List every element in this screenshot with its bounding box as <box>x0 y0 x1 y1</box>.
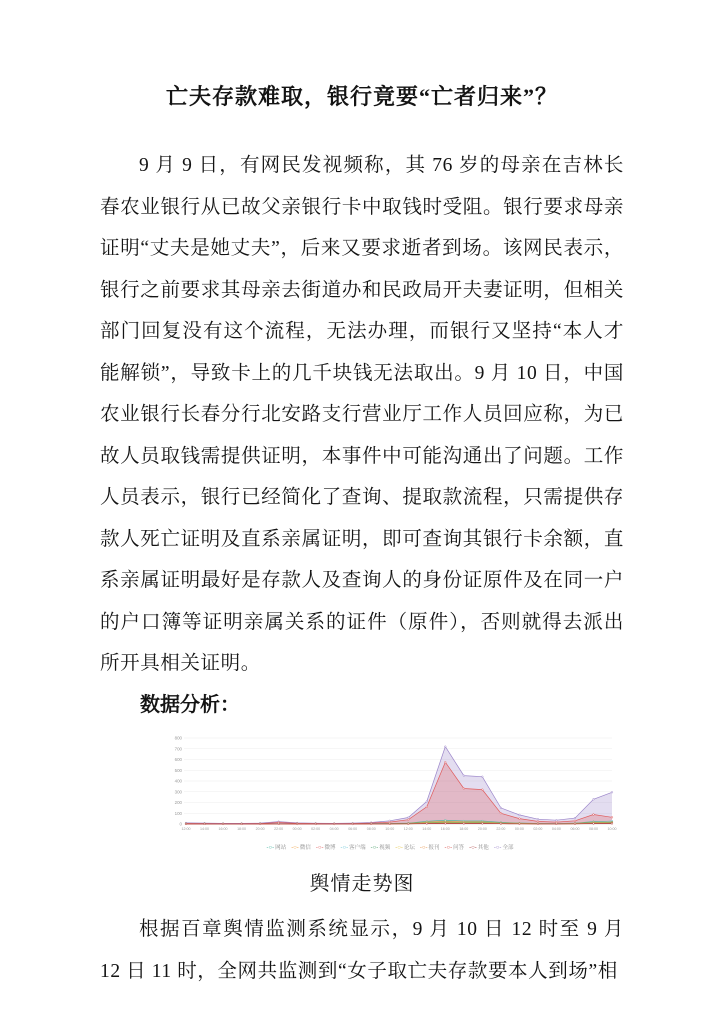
svg-text:08:00: 08:00 <box>588 827 598 831</box>
svg-text:16:00: 16:00 <box>218 827 228 831</box>
legend-label: 其他 <box>477 845 489 851</box>
legend-item[interactable] <box>494 845 514 851</box>
legend-item[interactable] <box>371 845 391 851</box>
trend-chart-svg <box>160 732 620 844</box>
svg-text:02:00: 02:00 <box>311 827 321 831</box>
svg-text:300: 300 <box>174 789 182 795</box>
legend-item[interactable] <box>395 845 415 851</box>
legend-label: 问答 <box>453 845 465 851</box>
svg-text:18:00: 18:00 <box>237 827 247 831</box>
legend-label: 微博 <box>324 845 336 851</box>
svg-text:22:00: 22:00 <box>274 827 284 831</box>
legend-item[interactable] <box>420 845 440 851</box>
svg-text:04:00: 04:00 <box>329 827 339 831</box>
legend-marker-icon: -○- <box>419 845 428 851</box>
svg-text:06:00: 06:00 <box>570 827 580 831</box>
body-paragraph-2: 根据百章舆情监测系统显示，9 月 10 日 12 时至 9 月 12 日 11 时，全网共监测到“女子取亡夫存款要本人到场”相 <box>100 919 624 982</box>
svg-text:500: 500 <box>174 767 182 773</box>
legend-label: 论坛 <box>403 845 415 851</box>
svg-text:200: 200 <box>174 800 182 806</box>
legend-label: 全部 <box>502 845 514 851</box>
legend-marker-icon: -○- <box>493 845 502 851</box>
legend-marker-icon: -○- <box>291 845 299 851</box>
svg-text:00:00: 00:00 <box>514 827 524 831</box>
body-paragraph-1: 9 月 9 日，有网民发视频称，其 76 岁的母亲在吉林长春农业银行从已故父亲银行卡中取钱时受阻。银行要求母亲证明“丈夫是她丈夫”，后来又要求逝者到场。该网民表示，银行之前要求其母亲去街道办和民政局开夫妻证明，但相关部门回复没有这个流程，无法办理，而银行又坚持“本人才能解锁”，导致卡上的几千块钱无法取出。9 月 10 日，中国农业银行长春分行北安路支行营业厅工作人员回应称，为已故人员取钱需提供证明，本事件中可能沟通出了问题。工作人员表示，银行已经简化了查询、提取款流程，只需提供存款人死亡证明及直系亲属证明，即可查询其银行卡余额，直系亲属证明最好是存款人及查询人的身份证原件及在同一户的户口簿等证明亲属关系的证件（原件），否则就得去派出所开具相关证明。 <box>100 155 624 674</box>
legend-marker-icon: -○- <box>444 845 453 851</box>
sentiment-trend-chart <box>160 732 620 851</box>
svg-text:0: 0 <box>179 821 182 827</box>
legend-item[interactable] <box>316 845 336 851</box>
legend-item[interactable] <box>445 845 465 851</box>
svg-text:400: 400 <box>174 778 182 784</box>
legend-item[interactable] <box>291 845 311 851</box>
svg-text:14:00: 14:00 <box>422 827 432 831</box>
svg-text:600: 600 <box>174 757 182 763</box>
svg-text:12:00: 12:00 <box>181 827 191 831</box>
svg-text:12:00: 12:00 <box>403 827 413 831</box>
svg-text:800: 800 <box>174 735 182 741</box>
legend-label: 微信 <box>299 845 311 851</box>
svg-text:08:00: 08:00 <box>366 827 376 831</box>
svg-text:14:00: 14:00 <box>200 827 210 831</box>
legend-marker-icon: -○- <box>395 845 403 851</box>
svg-text:00:00: 00:00 <box>292 827 302 831</box>
svg-text:10:00: 10:00 <box>385 827 395 831</box>
legend-item[interactable] <box>267 845 287 851</box>
legend-item[interactable] <box>469 845 489 851</box>
svg-text:16:00: 16:00 <box>440 827 450 831</box>
legend-label: 报刊 <box>428 845 440 851</box>
svg-text:100: 100 <box>174 810 182 816</box>
document-title: 亡夫存款难取，银行竟要“亡者归来”？ <box>165 84 558 109</box>
svg-text:18:00: 18:00 <box>459 827 469 831</box>
legend-label: 网站 <box>275 845 287 851</box>
legend-marker-icon: -○- <box>370 845 379 851</box>
svg-text:02:00: 02:00 <box>533 827 543 831</box>
chart-legend <box>160 845 620 851</box>
chart-caption: 舆情走势图 <box>309 873 415 895</box>
legend-marker-icon: -○- <box>266 845 275 851</box>
svg-text:04:00: 04:00 <box>551 827 561 831</box>
legend-item[interactable] <box>340 845 365 851</box>
svg-text:20:00: 20:00 <box>255 827 265 831</box>
svg-text:22:00: 22:00 <box>496 827 506 831</box>
svg-text:700: 700 <box>174 746 182 752</box>
svg-text:10:00: 10:00 <box>607 827 617 831</box>
svg-text:20:00: 20:00 <box>477 827 487 831</box>
legend-marker-icon: -○- <box>469 845 477 851</box>
svg-text:06:00: 06:00 <box>348 827 358 831</box>
legend-marker-icon: -○- <box>340 845 349 851</box>
legend-marker-icon: -○- <box>315 845 324 851</box>
section-heading-data-analysis: 数据分析： <box>140 693 240 716</box>
legend-label: 客户端 <box>349 845 366 851</box>
legend-label: 视频 <box>379 845 391 851</box>
